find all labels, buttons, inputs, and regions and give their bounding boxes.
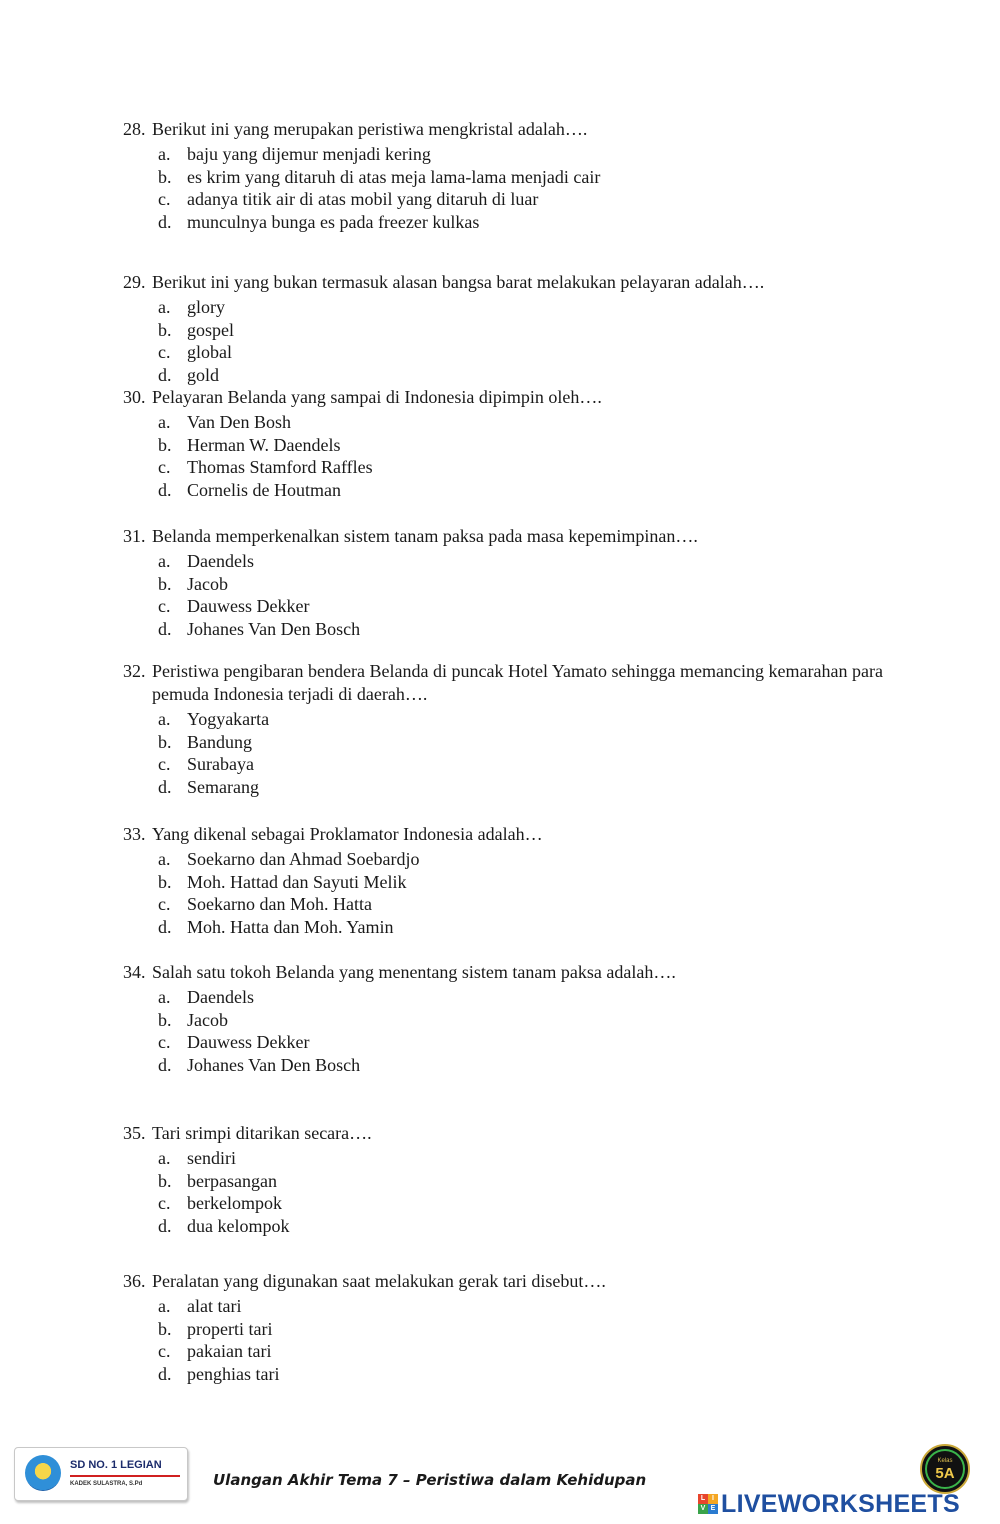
option-letter: a. xyxy=(158,849,171,869)
option-text: Johanes Van Den Bosch xyxy=(187,618,361,639)
option-a[interactable] xyxy=(123,848,883,871)
option-text: Jacob xyxy=(187,1009,228,1030)
option-letter: a. xyxy=(158,551,171,571)
option-letter: a. xyxy=(158,987,171,1007)
question-31 xyxy=(123,525,883,640)
option-text: dua kelompok xyxy=(187,1215,290,1236)
option-d[interactable] xyxy=(123,364,883,387)
option-a[interactable] xyxy=(123,986,883,1009)
footer-title: Ulangan Akhir Tema 7 – Peristiwa dalam Kehidupan xyxy=(213,1471,647,1489)
question-number: 30. xyxy=(123,387,146,407)
option-text: Soekarno dan Ahmad Soebardjo xyxy=(187,849,420,869)
question-number: 34. xyxy=(123,962,146,982)
option-b[interactable] xyxy=(123,871,883,894)
option-text: berkelompok xyxy=(187,1193,282,1214)
option-c[interactable] xyxy=(123,753,883,776)
option-letter: b. xyxy=(158,1009,172,1030)
question-number: 31. xyxy=(123,526,146,546)
option-a[interactable] xyxy=(123,550,883,573)
option-text: gospel xyxy=(187,319,234,340)
option-letter: a. xyxy=(158,1296,171,1316)
question-text: Yang dikenal sebagai Proklamator Indonesia adalah… xyxy=(152,824,543,844)
school-subtitle: KADEK SULASTRA, S.Pd xyxy=(70,1481,143,1487)
option-letter: c. xyxy=(158,596,171,617)
option-list xyxy=(123,708,883,798)
option-d[interactable] xyxy=(123,776,883,799)
question-text: Salah satu tokoh Belanda yang menentang sistem tanam paksa adalah…. xyxy=(152,962,676,982)
option-letter: b. xyxy=(158,1318,172,1339)
liveworksheets-logo-icon xyxy=(698,1494,718,1514)
question-32 xyxy=(123,660,883,798)
option-text: Dauwess Dekker xyxy=(187,1032,310,1053)
option-text: properti tari xyxy=(187,1318,273,1339)
option-letter: b. xyxy=(158,166,172,187)
option-b[interactable] xyxy=(123,1009,883,1032)
option-letter: c. xyxy=(158,189,171,210)
question-number: 32. xyxy=(123,661,146,681)
option-letter: a. xyxy=(158,412,171,432)
question-number: 35. xyxy=(123,1123,146,1143)
option-text: Jacob xyxy=(187,573,228,594)
option-letter: d. xyxy=(158,1363,172,1384)
question-text: Peralatan yang digunakan saat melakukan gerak tari disebut…. xyxy=(152,1271,606,1291)
option-list xyxy=(123,411,883,501)
question-number: 36. xyxy=(123,1271,146,1291)
option-text: Moh. Hattad dan Sayuti Melik xyxy=(187,871,407,892)
option-letter: d. xyxy=(158,618,172,639)
question-33 xyxy=(123,823,883,938)
option-text: Soekarno dan Moh. Hatta xyxy=(187,894,372,915)
option-text: Johanes Van Den Bosch xyxy=(187,1054,361,1075)
option-c[interactable] xyxy=(123,1192,883,1215)
option-b[interactable] xyxy=(123,573,883,596)
option-letter: b. xyxy=(158,319,172,340)
question-text: Belanda memperkenalkan sistem tanam paksa pada masa kepemimpinan…. xyxy=(152,526,698,546)
question-text: Berikut ini yang merupakan peristiwa mengkristal adalah…. xyxy=(152,119,588,139)
option-letter: c. xyxy=(158,342,171,363)
school-emblem-icon xyxy=(25,1455,61,1491)
logo-tile-e: E xyxy=(708,1504,718,1514)
option-c[interactable] xyxy=(123,341,883,364)
option-d[interactable] xyxy=(123,479,883,502)
option-letter: c. xyxy=(158,1032,171,1053)
logo-divider xyxy=(70,1475,180,1477)
logo-tile-l: L xyxy=(698,1494,708,1504)
option-c[interactable] xyxy=(123,456,883,479)
logo-tile-v: V xyxy=(698,1504,708,1514)
liveworksheets-text: LIVEWORKSHEETS xyxy=(721,1489,960,1518)
option-letter: d. xyxy=(158,364,172,385)
option-letter: c. xyxy=(158,1193,171,1214)
option-c[interactable] xyxy=(123,1340,883,1363)
option-a[interactable] xyxy=(123,296,883,319)
question-number: 33. xyxy=(123,824,146,844)
school-name: SD NO. 1 LEGIAN xyxy=(70,1459,162,1471)
option-b[interactable] xyxy=(123,434,883,457)
question-text: Pelayaran Belanda yang sampai di Indonesia dipimpin oleh…. xyxy=(152,387,602,407)
class-badge xyxy=(920,1444,970,1494)
option-text: munculnya bunga es pada freezer kulkas xyxy=(187,211,480,232)
option-letter: d. xyxy=(158,479,172,500)
option-b[interactable] xyxy=(123,731,883,754)
option-letter: c. xyxy=(158,894,171,915)
option-letter: b. xyxy=(158,434,172,455)
liveworksheets-watermark[interactable] xyxy=(698,1490,960,1518)
option-a[interactable] xyxy=(123,1147,883,1170)
option-c[interactable] xyxy=(123,1031,883,1054)
option-list xyxy=(123,848,883,938)
question-35 xyxy=(123,1122,883,1237)
option-letter: d. xyxy=(158,776,172,797)
option-a[interactable] xyxy=(123,1295,883,1318)
option-d[interactable] xyxy=(123,1215,883,1238)
option-text: glory xyxy=(187,297,225,317)
option-text: Herman W. Daendels xyxy=(187,434,341,455)
option-letter: a. xyxy=(158,709,171,729)
option-letter: c. xyxy=(158,457,171,478)
option-list xyxy=(123,143,883,233)
option-d[interactable] xyxy=(123,211,883,234)
option-letter: a. xyxy=(158,1148,171,1168)
option-letter: b. xyxy=(158,573,172,594)
option-letter: c. xyxy=(158,1341,171,1362)
question-number: 29. xyxy=(123,272,146,292)
option-letter: b. xyxy=(158,1170,172,1191)
option-text: Surabaya xyxy=(187,754,254,775)
question-30 xyxy=(123,386,883,501)
option-text: Van Den Bosh xyxy=(187,412,291,432)
option-text: Dauwess Dekker xyxy=(187,596,310,617)
option-text: Cornelis de Houtman xyxy=(187,479,341,500)
option-d[interactable] xyxy=(123,916,883,939)
question-28 xyxy=(123,118,883,233)
option-text: Bandung xyxy=(187,731,252,752)
option-a[interactable] xyxy=(123,708,883,731)
option-list xyxy=(123,550,883,640)
question-29 xyxy=(123,271,883,386)
option-b[interactable] xyxy=(123,166,883,189)
option-text: Moh. Hatta dan Moh. Yamin xyxy=(187,916,394,937)
option-text: Thomas Stamford Raffles xyxy=(187,457,373,478)
badge-class: 5A xyxy=(935,1465,955,1482)
option-text: Semarang xyxy=(187,776,259,797)
option-letter: b. xyxy=(158,871,172,892)
option-text: es krim yang ditaruh di atas meja lama-lama menjadi cair xyxy=(187,166,601,187)
option-list xyxy=(123,1147,883,1237)
option-b[interactable] xyxy=(123,1170,883,1193)
option-list xyxy=(123,296,883,386)
option-letter: a. xyxy=(158,297,171,317)
option-c[interactable] xyxy=(123,188,883,211)
option-text: berpasangan xyxy=(187,1170,277,1191)
option-list xyxy=(123,986,883,1076)
option-text: sendiri xyxy=(187,1148,236,1168)
option-b[interactable] xyxy=(123,1318,883,1341)
option-d[interactable] xyxy=(123,1054,883,1077)
option-text: global xyxy=(187,342,232,363)
option-a[interactable] xyxy=(123,411,883,434)
option-letter: b. xyxy=(158,731,172,752)
option-text: Daendels xyxy=(187,551,254,571)
option-text: adanya titik air di atas mobil yang ditaruh di luar xyxy=(187,189,539,210)
option-letter: d. xyxy=(158,1054,172,1075)
option-letter: d. xyxy=(158,1215,172,1236)
question-number: 28. xyxy=(123,119,146,139)
question-text: Tari srimpi ditarikan secara…. xyxy=(152,1123,372,1143)
option-a[interactable] xyxy=(123,143,883,166)
option-letter: d. xyxy=(158,211,172,232)
option-letter: a. xyxy=(158,144,171,164)
school-logo xyxy=(14,1447,188,1501)
option-d[interactable] xyxy=(123,618,883,641)
question-34 xyxy=(123,961,883,1076)
option-text: Yogyakarta xyxy=(187,709,270,729)
option-text: penghias tari xyxy=(187,1363,280,1384)
option-letter: c. xyxy=(158,754,171,775)
option-text: pakaian tari xyxy=(187,1341,272,1362)
question-36 xyxy=(123,1270,883,1385)
option-list xyxy=(123,1295,883,1385)
badge-label: Kelas xyxy=(937,1458,953,1464)
option-text: baju yang dijemur menjadi kering xyxy=(187,144,431,164)
option-text: gold xyxy=(187,364,220,385)
option-text: alat tari xyxy=(187,1296,242,1316)
question-text: Peristiwa pengibaran bendera Belanda di puncak Hotel Yamato sehingga memancing kemarahan para pemuda Indonesia terjadi di daerah…. xyxy=(152,661,883,704)
option-c[interactable] xyxy=(123,595,883,618)
option-d[interactable] xyxy=(123,1363,883,1386)
option-c[interactable] xyxy=(123,893,883,916)
option-b[interactable] xyxy=(123,319,883,342)
logo-tile-i: I xyxy=(708,1494,718,1504)
question-text: Berikut ini yang bukan termasuk alasan bangsa barat melakukan pelayaran adalah…. xyxy=(152,272,765,292)
option-letter: d. xyxy=(158,916,172,937)
option-text: Daendels xyxy=(187,987,254,1007)
